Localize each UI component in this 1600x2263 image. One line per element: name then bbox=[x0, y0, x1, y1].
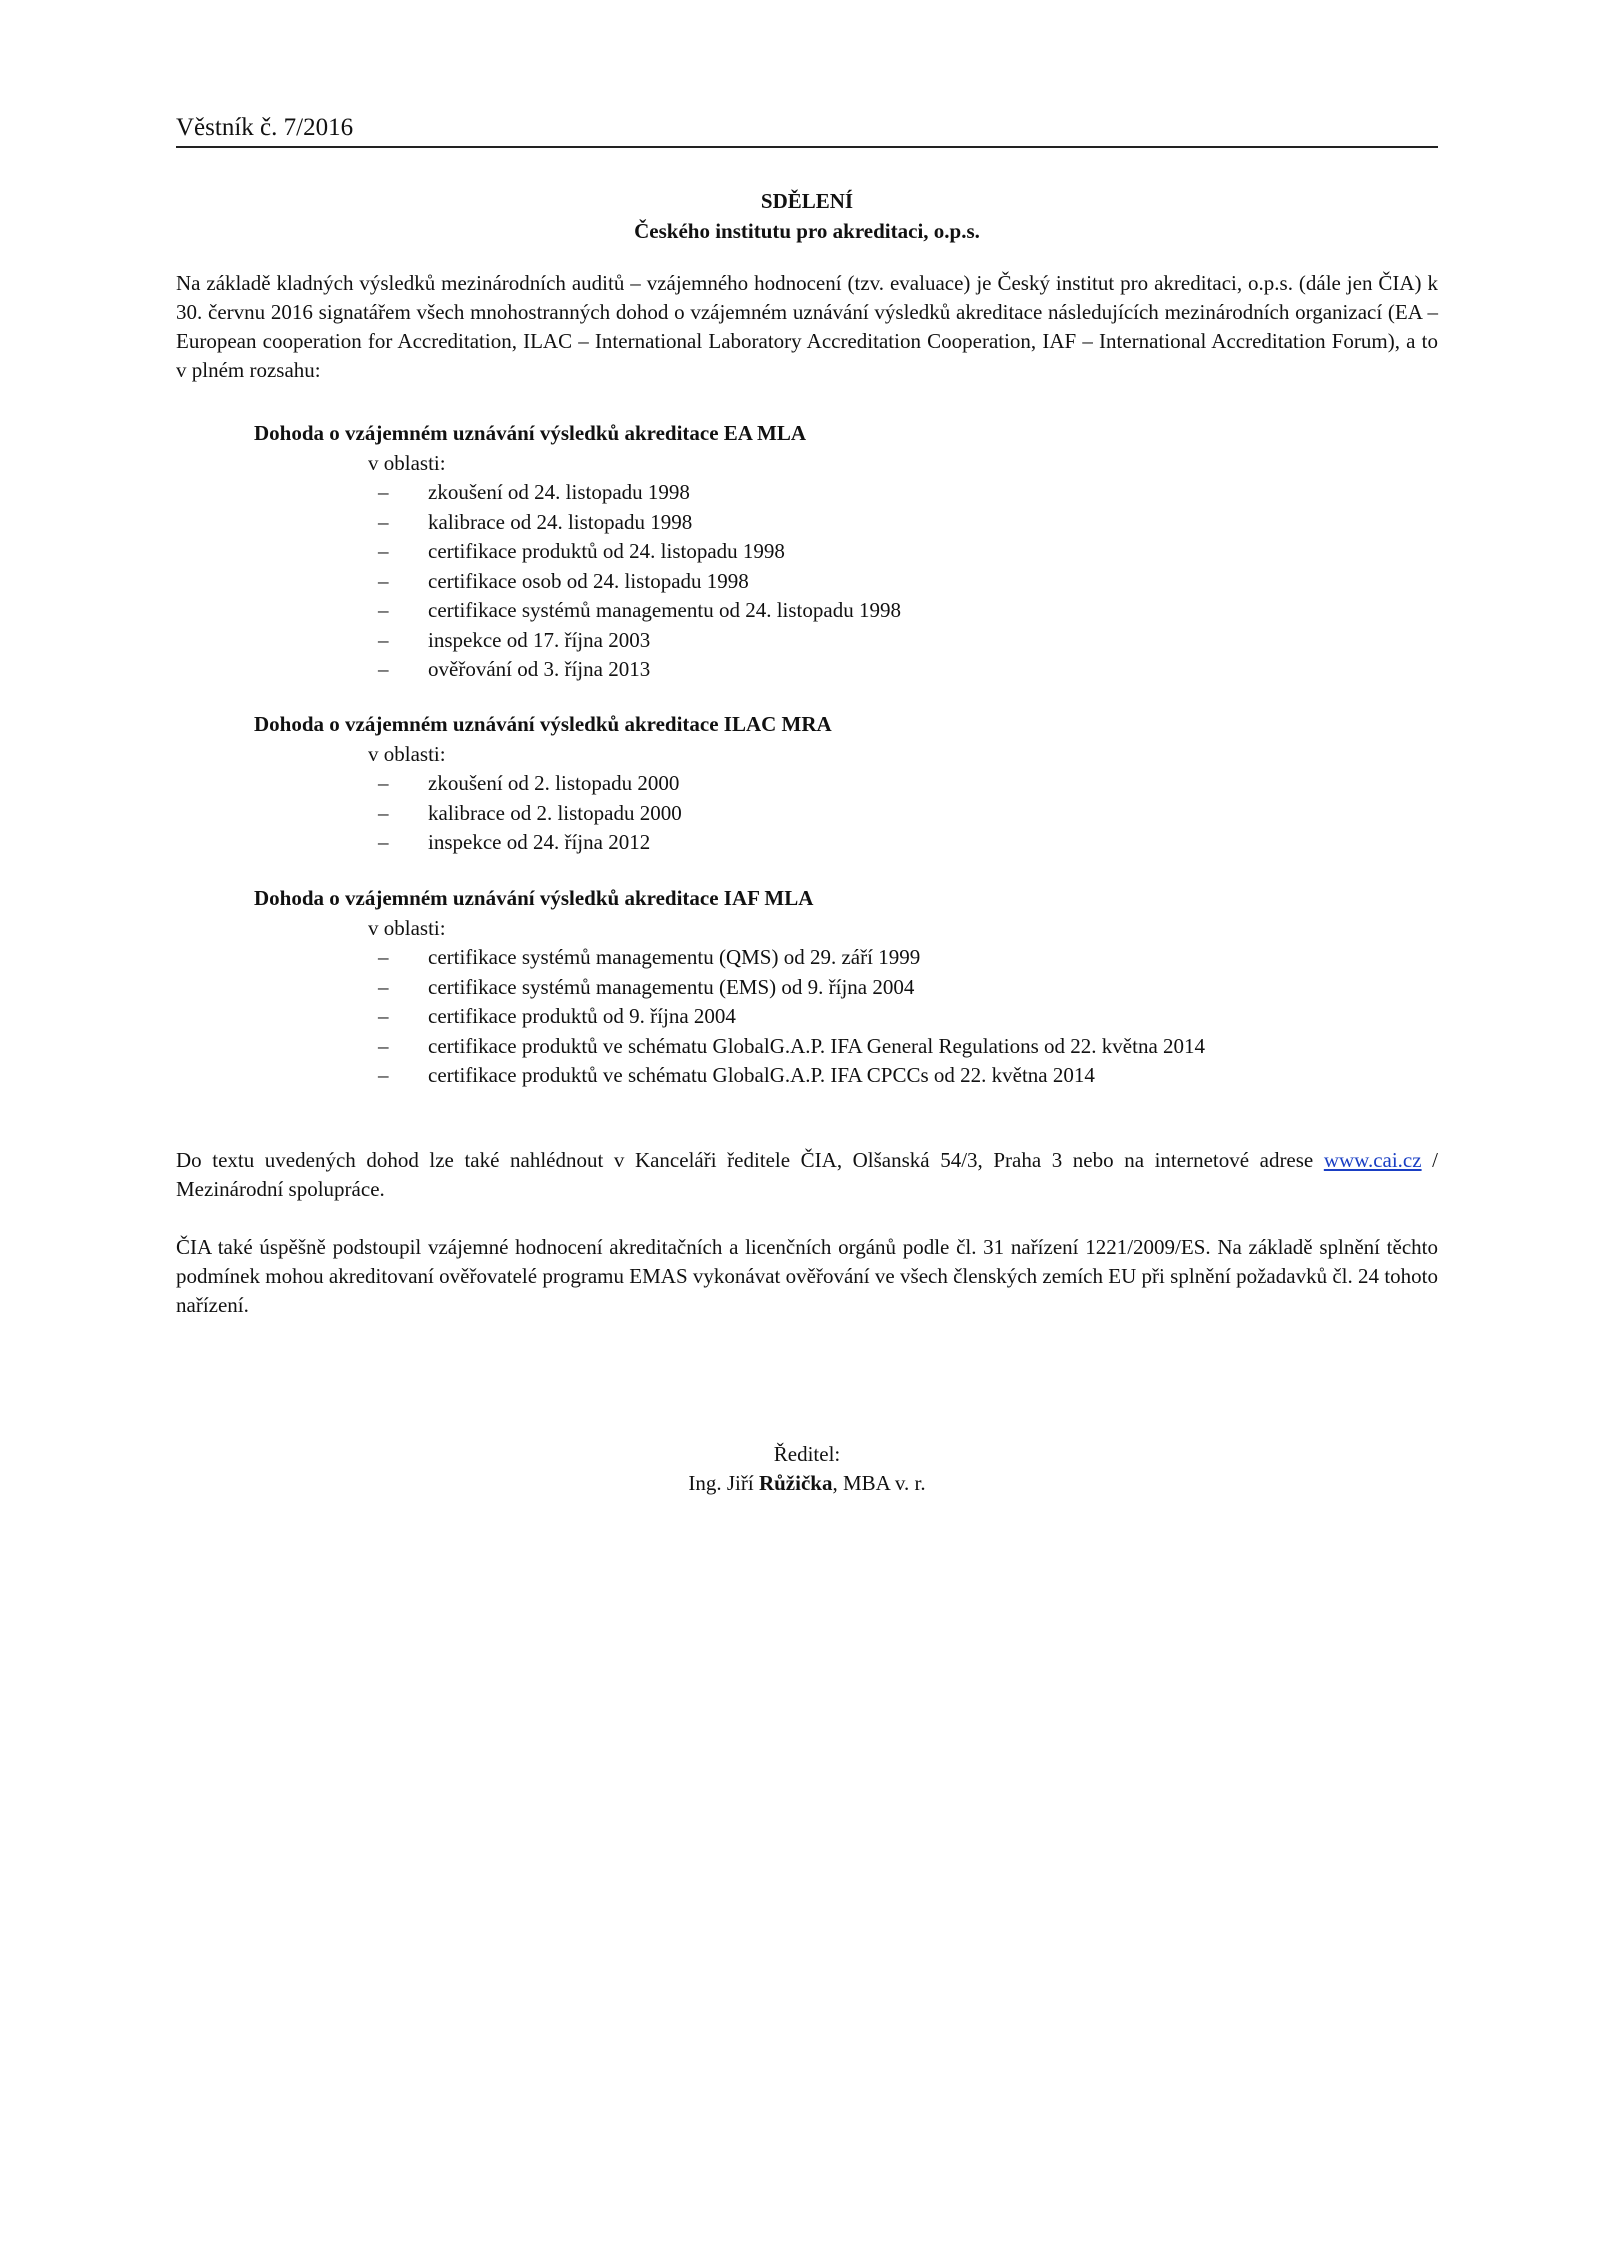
agreement-list bbox=[254, 943, 1354, 1091]
list-item: – kalibrace od 2. listopadu 2000 bbox=[254, 799, 1354, 829]
signature-block bbox=[176, 1440, 1438, 1498]
area-label: v oblasti: bbox=[368, 741, 446, 766]
agreement-heading: Dohoda o vzájemném uznávání výsledků akreditace ILAC MRA bbox=[254, 712, 832, 736]
dash: – bbox=[378, 830, 389, 854]
title-line-2: Českého institutu pro akreditaci, o.p.s. bbox=[634, 219, 980, 243]
dash: – bbox=[378, 509, 389, 534]
list-item: – inspekce od 24. října 2012 bbox=[254, 828, 1354, 858]
agreement-list bbox=[254, 478, 1354, 685]
emas-paragraph: ČIA také úspěšně podstoupil vzájemné hodnocení akreditačních a licenčních orgánů podle čl. 31 nařízení 1221/2009/ES. Na základě splnění těchto podmínek mohou akreditovaní ověřovatelé programu EMAS vykonávat ověřování ve všech členských zemích EU při splnění požadavků čl. 24 tohoto nařízení. bbox=[176, 1235, 1438, 1317]
list-item: – certifikace osob od 24. listopadu 1998 bbox=[254, 567, 1354, 597]
dash: – bbox=[378, 657, 389, 681]
agreement-heading: Dohoda o vzájemném uznávání výsledků akreditace IAF MLA bbox=[254, 886, 814, 910]
title-line-1: SDĚLENÍ bbox=[760, 189, 854, 213]
reference-paragraph: Do textu uvedených dohod lze také nahlédnout v Kanceláři ředitele ČIA, Olšanská 54/3, Praha 3 nebo na internetové adrese www.cai.cz / Mezinárodní spolupráce. bbox=[176, 1148, 1438, 1201]
list-item: – certifikace produktů od 24. listopadu 1998 bbox=[254, 537, 1354, 567]
list-item: – certifikace systémů managementu (QMS) od 29. září 1999 bbox=[254, 943, 1354, 973]
header-rule bbox=[176, 146, 1438, 148]
list-item: – certifikace produktů ve schématu GlobalG.A.P. IFA General Regulations od 22. května 2014 bbox=[254, 1032, 1354, 1062]
dash: – bbox=[378, 627, 389, 652]
list-item: – ověřování od 3. října 2013 bbox=[254, 655, 1354, 685]
agreement-ilac-mra bbox=[254, 710, 1354, 858]
list-item: – certifikace systémů managementu od 24. listopadu 1998 bbox=[254, 596, 1354, 626]
list-item: – certifikace systémů managementu (EMS) od 9. října 2004 bbox=[254, 973, 1354, 1003]
intro-paragraph: Na základě kladných výsledků mezinárodních auditů – vzájemného hodnocení (tzv. evaluace) je Český institut pro akreditaci, o.p.s. (dále jen ČIA) k 30. červnu 2016 signatářem všech mnohostranných dohod o vzájemném uznávání výsledků akreditace následujících mezinárodních organizací (EA – European cooperation for Accreditation, ILAC – International Laboratory Accreditation Cooperation, IAF – International Accreditation Forum), a to v plném rozsahu: bbox=[176, 271, 1438, 382]
area-label: v oblasti: bbox=[368, 915, 446, 940]
dash: – bbox=[378, 1033, 389, 1058]
dash: – bbox=[378, 974, 389, 999]
agreement-heading: Dohoda o vzájemném uznávání výsledků akreditace EA MLA bbox=[254, 421, 807, 445]
dash: – bbox=[378, 800, 389, 825]
running-header: Věstník č. 7/2016 bbox=[176, 114, 354, 141]
dash: – bbox=[378, 480, 389, 504]
dash: – bbox=[378, 568, 389, 593]
list-item: – inspekce od 17. října 2003 bbox=[254, 626, 1354, 656]
dash: – bbox=[378, 771, 389, 795]
dash: – bbox=[378, 945, 389, 969]
list-item: – zkoušení od 24. listopadu 1998 bbox=[254, 478, 1354, 508]
dash: – bbox=[378, 1004, 389, 1028]
dash: – bbox=[378, 539, 389, 563]
signature-name: Ing. Jiří Růžička, MBA v. r. bbox=[688, 1471, 926, 1495]
website-link[interactable]: www.cai.cz bbox=[1323, 1148, 1422, 1172]
dash: – bbox=[378, 598, 389, 622]
document-title bbox=[176, 186, 1438, 246]
agreement-iaf-mla bbox=[254, 884, 1354, 1091]
area-label: v oblasti: bbox=[368, 450, 446, 475]
dash: – bbox=[378, 1063, 389, 1087]
agreement-ea-mla bbox=[254, 419, 1354, 685]
list-item: – zkoušení od 2. listopadu 2000 bbox=[254, 769, 1354, 799]
list-item: – certifikace produktů ve schématu GlobalG.A.P. IFA CPCCs od 22. května 2014 bbox=[254, 1061, 1354, 1091]
agreement-list bbox=[254, 769, 1354, 858]
list-item: – kalibrace od 24. listopadu 1998 bbox=[254, 508, 1354, 538]
list-item: – certifikace produktů od 9. října 2004 bbox=[254, 1002, 1354, 1032]
signature-role: Ředitel: bbox=[773, 1442, 841, 1466]
